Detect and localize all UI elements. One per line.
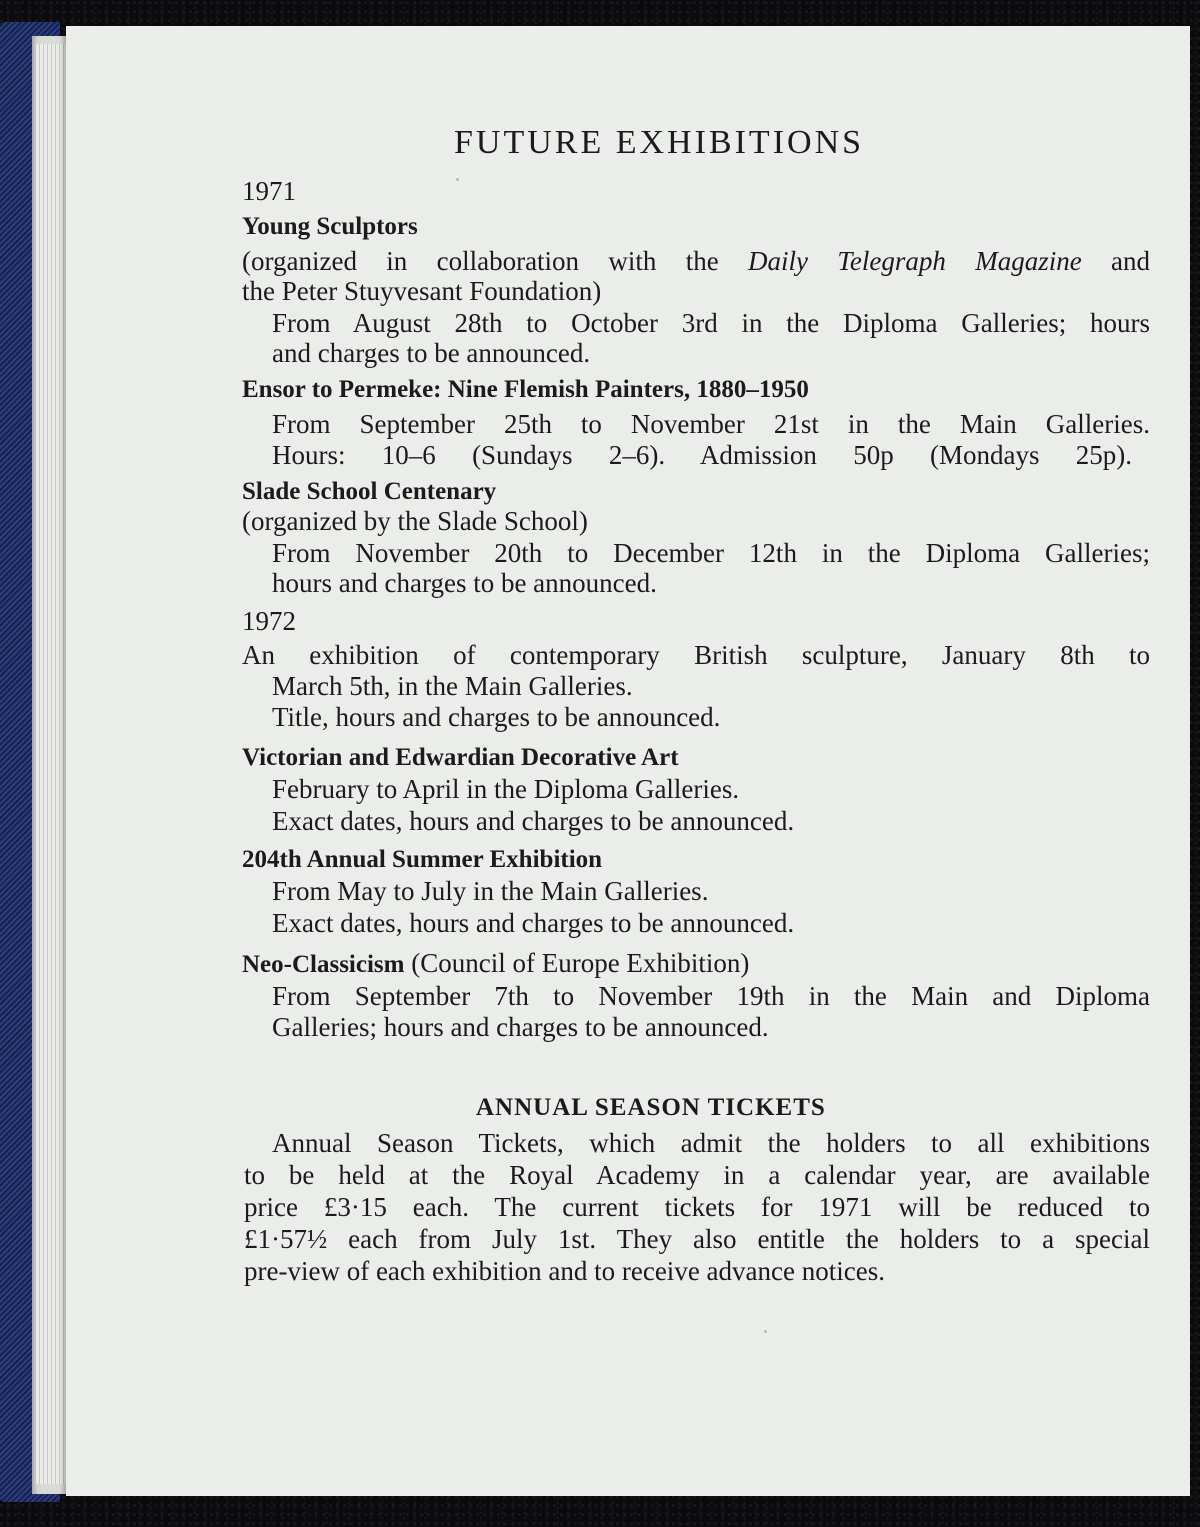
exhibition-title-ensor: Ensor to Permeke: Nine Flemish Painters, 1880–1950: [242, 376, 809, 403]
exhibition-organizer-line: the Peter Stuyvesant Foundation): [242, 276, 602, 306]
exhibition-detail-line: From September 7th to November 19th in the Main and Diploma: [272, 981, 1150, 1011]
exhibition-description-line: An exhibition of contemporary British sculpture, January 8th to: [242, 640, 1150, 670]
speck-mark: [456, 178, 459, 181]
exhibition-detail-line: Galleries; hours and charges to be announced.: [272, 1012, 769, 1042]
exhibition-detail-line: hours and charges to be announced.: [272, 568, 657, 598]
exhibition-title-summer: 204th Annual Summer Exhibition: [242, 846, 603, 873]
exhibition-title-young-sculptors: Young Sculptors: [242, 213, 418, 240]
speck-mark: [764, 1330, 767, 1333]
book-page: [66, 26, 1190, 1496]
exhibition-organizer-line: (organized in collaboration with the Daily Telegraph Magazine and: [242, 246, 1151, 276]
exhibition-title-victorian: Victorian and Edwardian Decorative Art: [242, 744, 679, 771]
exhibition-detail-line: Exact dates, hours and charges to be announced.: [272, 806, 795, 836]
tickets-paragraph-line: £1·57½ each from July 1st. They also entitle the holders to a special: [244, 1224, 1150, 1254]
publication-name: Daily Telegraph Magazine: [748, 246, 1082, 276]
tickets-paragraph-line: to be held at the Royal Academy in a calendar year, are available: [244, 1160, 1150, 1190]
exhibition-detail-line: From November 20th to December 12th in the Diploma Galleries;: [272, 538, 1150, 568]
exhibition-detail-line: From September 25th to November 21st in the Main Galleries.: [272, 409, 1150, 439]
tickets-paragraph-line: price £3·15 each. The current tickets for 1971 will be reduced to: [244, 1192, 1150, 1222]
exhibition-title-slade: Slade School Centenary: [242, 478, 497, 505]
exhibition-description-line: Title, hours and charges to be announced.: [272, 702, 721, 732]
tickets-paragraph-line: pre-view of each exhibition and to receive advance notices.: [244, 1256, 885, 1286]
exhibition-description-line: March 5th, in the Main Galleries.: [272, 671, 633, 701]
exhibition-title-neo: Neo-Classicism: [242, 951, 405, 978]
exhibition-detail-line: From August 28th to October 3rd in the Diploma Galleries; hours: [272, 308, 1150, 338]
exhibition-organizer-line: (organized by the Slade School): [242, 506, 588, 536]
exhibition-subtitle-neo: (Council of Europe Exhibition): [404, 948, 750, 978]
exhibition-detail-line: From May to July in the Main Galleries.: [272, 876, 709, 906]
page-title: FUTURE EXHIBITIONS: [454, 124, 865, 161]
section-title-season-tickets: ANNUAL SEASON TICKETS: [476, 1094, 826, 1121]
tickets-paragraph-line: Annual Season Tickets, which admit the holders to all exhibitions: [272, 1128, 1150, 1158]
exhibition-detail-line: and charges to be announced.: [272, 338, 591, 368]
year-heading-1972: 1972: [242, 606, 296, 636]
exhibition-detail-line: Exact dates, hours and charges to be announced.: [272, 908, 795, 938]
exhibition-title-line-neo: [242, 948, 749, 979]
year-heading-1971: 1971: [242, 176, 296, 206]
exhibition-detail-line: Hours: 10–6 (Sundays 2–6). Admission 50p (Mondays 25p).: [272, 440, 1132, 470]
exhibition-detail-line: February to April in the Diploma Galleries.: [272, 774, 740, 804]
